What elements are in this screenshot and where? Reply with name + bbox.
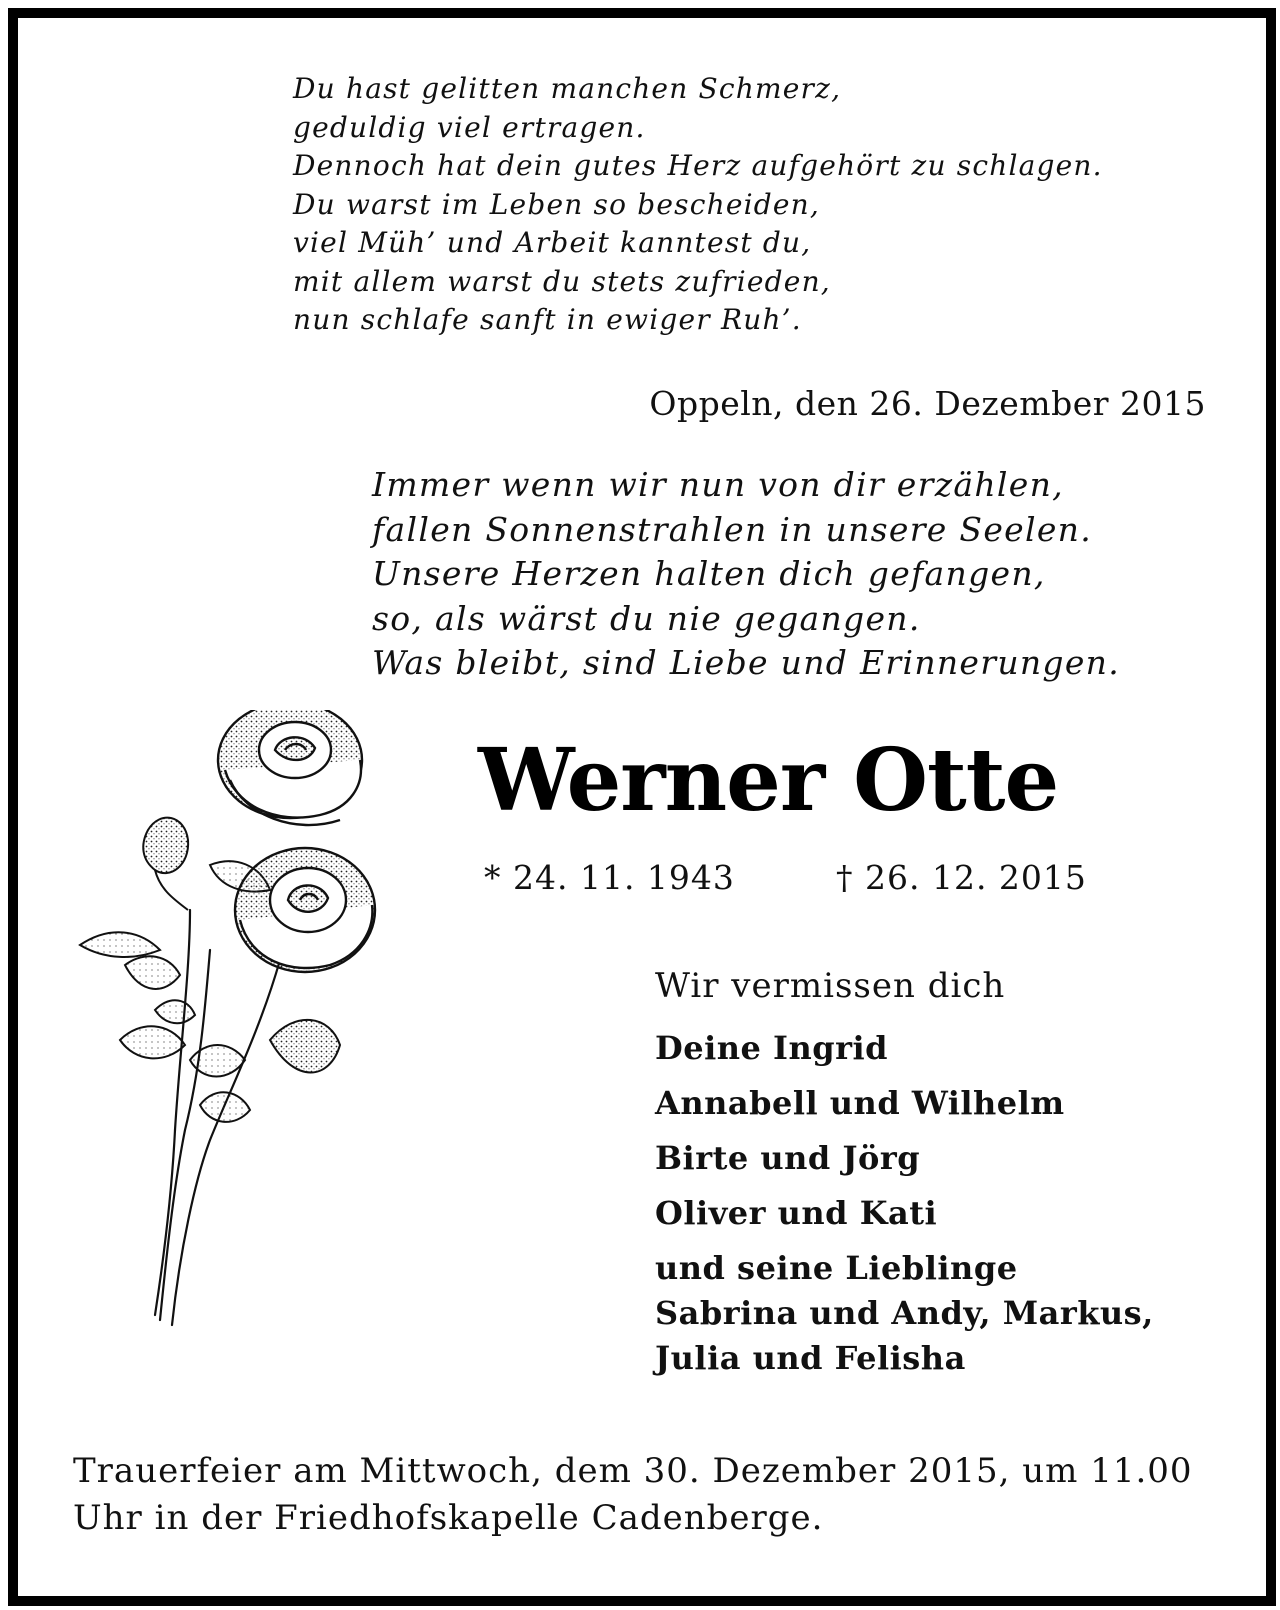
poem-top-line: mit allem warst du stets zufrieden, [293,264,831,298]
deceased-name: Werner Otte [478,730,1059,831]
poem-top [293,70,1103,340]
mourner-line: und seine Lieblinge [655,1249,1018,1287]
rose-illustration [60,710,390,1350]
poem-middle-line: Immer wenn wir nun von dir erzählen, [372,465,1064,504]
poem-middle-line: Unsere Herzen halten dich gefangen, [372,554,1046,593]
poem-top-line: Du warst im Leben so bescheiden, [293,187,821,221]
mourner-line: Deine Ingrid [655,1029,889,1067]
poem-top-line: Dennoch hat dein gutes Herz aufgehört zu schlagen. [293,149,1103,182]
poem-middle-line: Was bleibt, sind Liebe und Erinnerungen. [372,643,1121,682]
poem-middle-line: so, als wärst du nie gegangen. [372,598,921,638]
mourner-line: Julia und Felisha [655,1339,966,1377]
mourner-line: Sabrina und Andy, Markus, [655,1294,1154,1332]
birth-date: * 24. 11. 1943 [484,858,735,897]
poem-top-line: viel Müh’ und Arbeit kanntest du, [293,226,812,259]
funeral-notice: Trauerfeier am Mittwoch, dem 30. Dezember 2015, um 11.00 Uhr in der Friedhofskapelle Cadenberge. [73,1451,1193,1538]
mourning-phrase: Wir vermissen dich [655,966,1006,1006]
poem-middle [372,463,1120,686]
poem-top-line: nun schlafe sanft in ewiger Ruh’. [293,303,802,336]
poem-top-line: Du hast gelitten manchen Schmerz, [293,72,842,105]
mourner-line: Birte und Jörg [655,1139,921,1177]
poem-middle-line: fallen Sonnenstrahlen in unsere Seelen. [372,509,1093,549]
place-date-line: Oppeln, den 26. Dezember 2015 [649,384,1206,423]
poem-top-line: geduldig viel ertragen. [293,110,646,144]
mourner-line: Annabell und Wilhelm [655,1084,1065,1122]
death-date: † 26. 12. 2015 [836,858,1087,897]
mourners-list [655,1026,1154,1381]
mourner-line: Oliver und Kati [655,1194,938,1232]
